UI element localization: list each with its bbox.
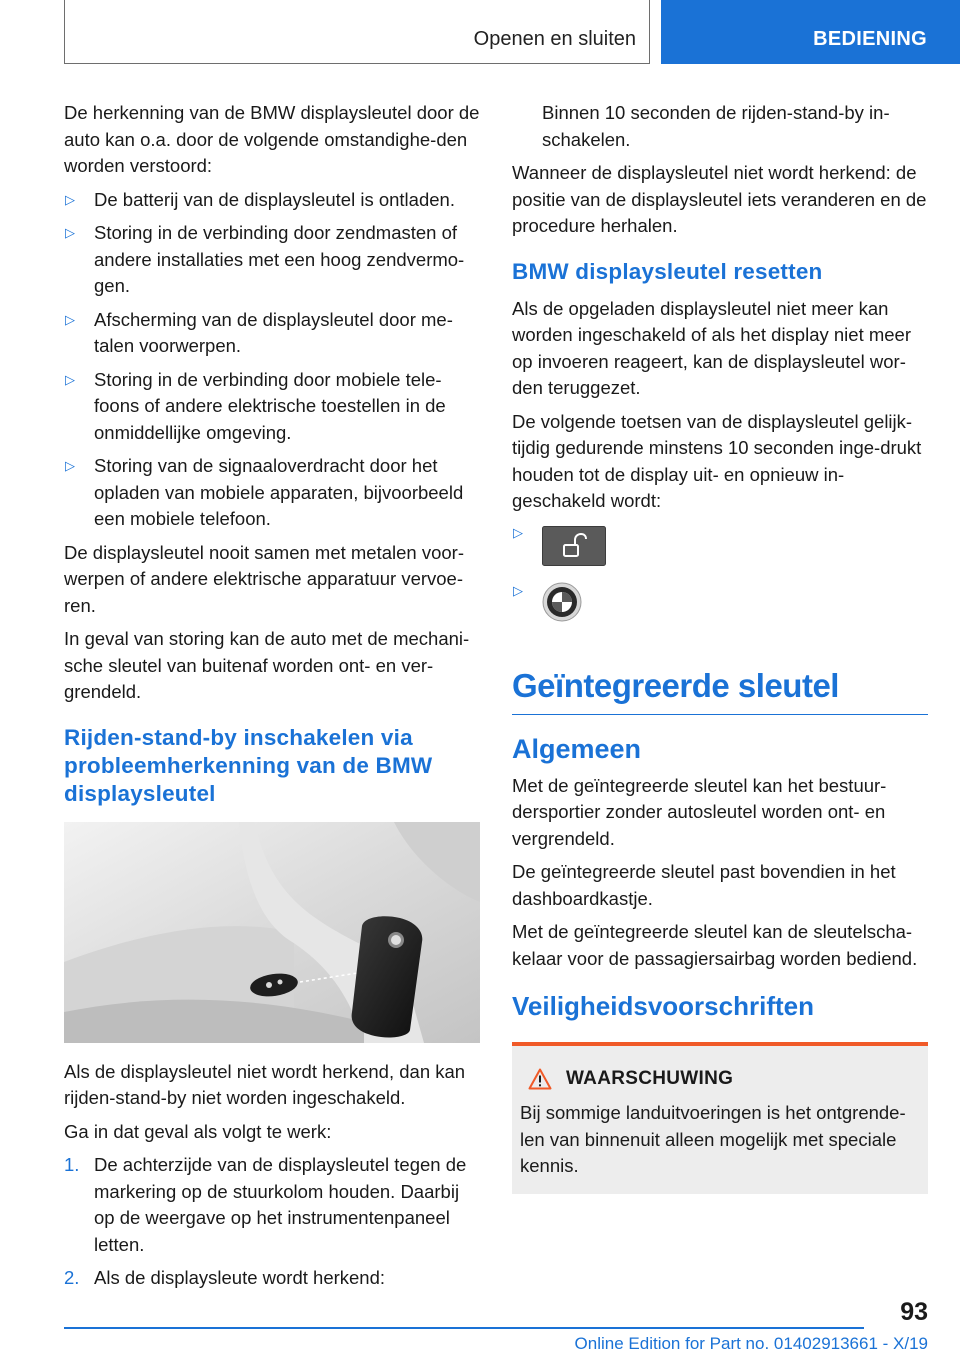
list-item [64,1152,480,1258]
general-heading: Algemeen [512,733,642,764]
step-text: De achterzijde van de displaysleutel tegen de markering op de stuurkolom houden. Daarbij op de weergave op het instrumentenpaneel letten. [94,1154,467,1255]
bmw-logo-button-icon [542,582,582,622]
step-number: 1. [64,1154,80,1175]
footer-edition: Online Edition for Part no. 01402913661 - X/19 [574,1334,928,1353]
triangle-bullet-icon: ▷ [65,191,75,207]
steering-column-key-photo [64,822,480,1043]
page-number: 93 [900,1298,928,1326]
warning-box [512,1042,928,1194]
standby-heading: Rijden-stand-by inschakelen via probleemherkenning van de BMW displaysleutel [64,724,433,806]
list-item: ▷ Afscherming van de displaysleutel door me‐talen voorwerpen. [65,308,453,356]
general-paragraph-2: De geïntegreerde sleutel past bovendien in het dashboardkastje. [512,861,896,909]
intro-paragraph: De herkenning van de BMW displaysleutel door de auto kan o.a. door de volgende omstandighe‐den worden verstoord: [64,102,480,176]
triangle-bullet-icon: ▷ [65,311,75,327]
warning-title-row [528,1068,920,1090]
triangle-bullet-icon: ▷ [65,371,75,387]
list-item [64,1265,480,1292]
right-column [512,100,928,1194]
general-paragraph-1: Met de geïntegreerde sleutel kan het bestuur‐dersportier zonder autosleutel worden ont- en vergrendeld. [512,774,887,849]
reset-paragraph-1: Als de opgeladen displaysleutel niet meer kan worden ingeschakeld of als het display niet meer op invoeren reageert, kan de displaysleutel wor‐den teruggezet. [512,297,912,398]
step-2-continuation: Binnen 10 seconden de rijden-stand-by in‐schakelen. [542,102,890,150]
key-at-steering-column-illustration [64,822,480,1043]
warning-title: WAARSCHUWING [566,1068,734,1089]
header-section-title: Openen en sluiten [473,28,636,50]
proceed-paragraph: Ga in dat geval als volgt te werk: [64,1120,332,1142]
unlock-button-icon [542,526,606,566]
integrated-key-heading: Geïntegreerde sleutel [512,666,928,715]
list-item: ▷ Storing van de signaaloverdracht door het opladen van mobiele apparaten, bijvoorbeeld een mobiele telefoon. [65,455,464,529]
list-item [512,522,928,576]
warning-text: Bij sommige landuitvoeringen is het ontgrende‐len van binnenuit alleen mogelijk met speciale kennis. [520,1102,906,1176]
general-paragraph-3: Met de geïntegreerde sleutel kan de sleutelscha‐kelaar voor de passagiersairbag worden bediend. [512,921,918,969]
header-chapter-label: BEDIENING [813,28,927,50]
metal-warning-paragraph: De displaysleutel nooit samen met metalen voor‐werpen of andere elektrische apparatuur vervoe‐ren. [64,541,464,616]
triangle-bullet-icon: ▷ [65,225,75,240]
warning-triangle-icon [528,1068,552,1090]
header-chapter-tab [661,0,960,64]
left-column [64,100,480,1299]
list-item: ▷ De batterij van de displaysleutel is ontladen. [64,187,480,214]
safety-heading: Veiligheidsvoorschriften [512,991,814,1021]
not-recognized-paragraph: Als de displaysleutel niet wordt herkend, dan kan rijden-stand-by niet worden ingeschakeld. [64,1060,466,1108]
triangle-bullet-icon: ▷ [65,458,75,473]
step-text: Als de displaysleute wordt herkend: [94,1267,386,1288]
reset-heading: BMW displaysleutel resetten [512,258,823,284]
malfunction-paragraph: In geval van storing kan de auto met de mechani‐sche sleutel van buitenaf worden ont- en ver‐grendeld. [64,628,470,702]
list-item [512,580,928,638]
step-number: 2. [64,1267,80,1288]
list-item: ▷ Storing in de verbinding door mobiele tele‐foons of andere elektrische toestellen in de onmiddellijke omgeving. [65,368,446,443]
reset-paragraph-2: De volgende toetsen van de displaysleutel gelijk‐tijdig gedurende minstens 10 seconden inge‐drukt houden tot de display uit- en opnieuw in‐geschakeld wordt: [512,410,922,511]
list-item: ▷ Storing in de verbinding door zendmasten of andere installaties met een hoog zendvermo‐gen. [65,222,465,296]
footer-divider [64,1327,864,1329]
not-found-paragraph: Wanneer de displaysleutel niet wordt herkend: de positie van de displaysleutel iets veranderen en de procedure herhalen. [512,162,927,236]
triangle-bullet-icon: ▷ [513,524,523,540]
triangle-bullet-icon: ▷ [513,582,523,598]
